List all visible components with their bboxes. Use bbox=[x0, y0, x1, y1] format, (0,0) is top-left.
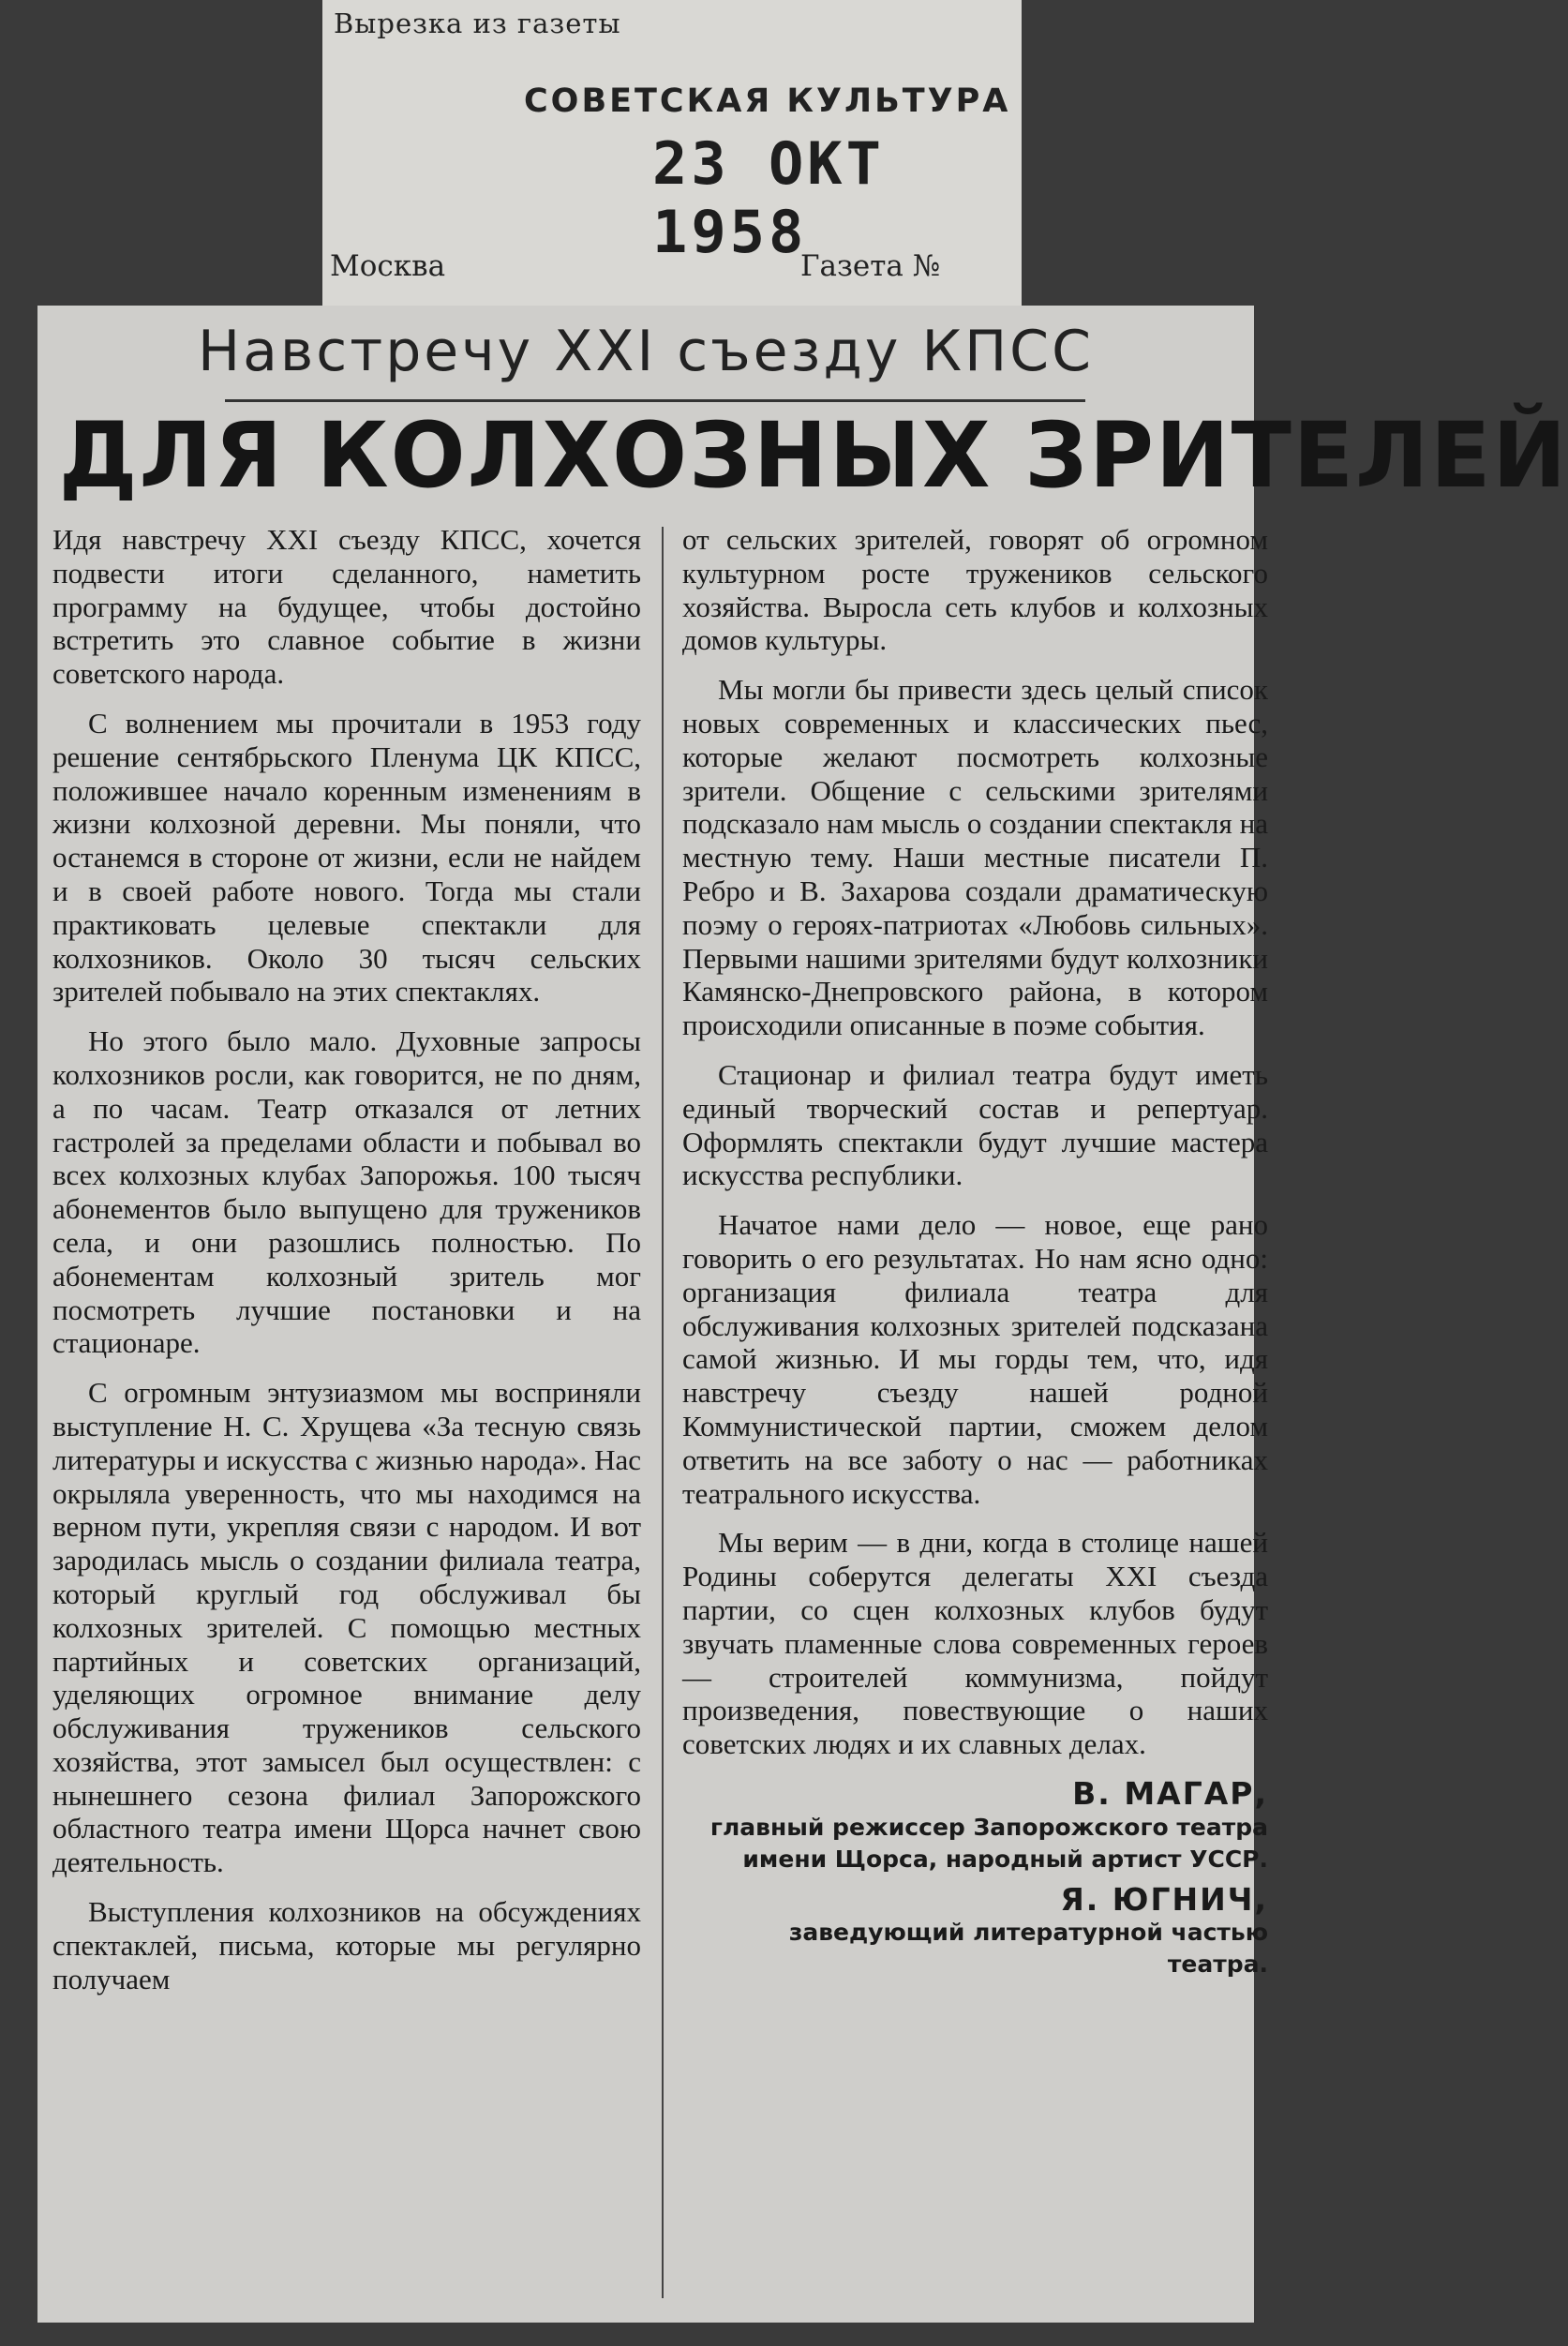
label-gazeta-number: Газета № bbox=[800, 249, 941, 283]
paragraph: С огромным энтузиазмом мы восприняли выступление Н. С. Хрущева «За тесную связь литературы и искусства с жизнью народа». Нас окрыляла уверенность, что мы находимся на верном пути, укрепляя связи с народом. И вот зародилась мысль о создании филиала театра, который круглый год обслуживал бы колхозных зрителей. С помощью местных партийных и советских организаций, уделяющих огромное внимание делу обслуживания тружеников сельского хозяйства, этот замысел был осуществлен: с нынешнего сезона филиал Запорожского областного театра имени Щорса начнет свою деятельность. bbox=[52, 1376, 641, 1879]
label-source: Вырезка из газеты bbox=[334, 7, 621, 39]
column-divider bbox=[662, 527, 664, 2298]
left-column bbox=[52, 523, 641, 2011]
paragraph: Но этого было мало. Духовные запросы колхозников росли, как говорится, не по дням, а по часам. Театр отказался от летних гастролей за пределами области и побывал во всех колхозных клубах Запорожья. 100 тысяч абонементов было выпущено для тружеников села, и они разошлись полностью. По абонементам колхозный зритель мог посмотреть лучшие постановки и на стационаре. bbox=[52, 1024, 641, 1360]
signature-magar bbox=[682, 1774, 1268, 1875]
paragraph: Стационар и филиал театра будут иметь единый творческий состав и репертуар. Оформлять спектакли будут лучшие мастера искусства республики. bbox=[682, 1057, 1268, 1192]
signature-role: главный режиссер Запорожского театра имени Щорса, народный артист УССР. bbox=[709, 1813, 1268, 1873]
article-headline: ДЛЯ КОЛХОЗНЫХ ЗРИТЕЛЕЙ bbox=[58, 403, 1568, 508]
paragraph: Идя навстречу XXI съезду КПСС, хочется подвести итоги сделанного, наметить программу на будущее, чтобы достойно встретить это славное событие в жизни советского народа. bbox=[52, 523, 641, 691]
right-column bbox=[682, 523, 1268, 1980]
kicker-rule bbox=[225, 399, 1085, 402]
signature-name: В. МАГАР, bbox=[1072, 1774, 1268, 1812]
label-city: Москва bbox=[330, 249, 446, 283]
article-kicker: Навстречу XXI съезду КПСС bbox=[198, 319, 1094, 384]
paragraph: Выступления колхозников на обсуждениях спектаклей, письма, которые мы регулярно получаем bbox=[52, 1895, 641, 1995]
signature-role: заведующий литературной частью театра. bbox=[788, 1919, 1268, 1979]
paragraph: Мы верим — в дни, когда в столице нашей Родины соберутся делегаты XXI съезда партии, со сцен колхозных клубов будут звучать пламенные слова современных героев — строителей коммунизма, пойдут произведения, повествующие о наших советских людях и их славных делах. bbox=[682, 1526, 1268, 1761]
clipping-label-slip bbox=[322, 0, 1022, 309]
newspaper-clipping bbox=[37, 306, 1568, 2323]
label-date-stamp: 23 ОКТ 1958 bbox=[652, 129, 885, 266]
paragraph: Начатое нами дело — новое, еще рано говорить о его результатах. Но нам ясно одно: организация филиала театра для обслуживания колхозных зрителей подсказана самой жизнью. И мы горды тем, что, идя навстречу съезду нашей родной Коммунистической партии, сможем делом ответить на все заботу о нас — работниках театрального искусства. bbox=[682, 1208, 1268, 1510]
paragraph: Мы могли бы привести здесь целый список новых современных и классических пьес, которые желают посмотреть колхозные зрители. Общение с сельскими зрителями подсказало нам мысль о создании спектакля на местную тему. Наши местные писатели П. Ребро и В. Захарова создали драматическую поэму о героях-патриотах «Любовь сильных». Первыми нашими зрителями будут колхозники Камянско-Днепровского района, в котором происходили описанные в поэме события. bbox=[682, 673, 1268, 1042]
paragraph: от сельских зрителей, говорят об огромном культурном росте тружеников сельского хозяйства. Выросла сеть клубов и колхозных домов культуры. bbox=[682, 523, 1268, 657]
paragraph: С волнением мы прочитали в 1953 году решение сентябрьского Пленума ЦК КПСС, положившее начало коренным изменениям в жизни колхозной деревни. Мы поняли, что останемся в стороне от жизни, если не найдем и в своей работе нового. Тогда мы стали практиковать целевые спектакли для колхозников. Около 30 тысяч сельских зрителей побывало на этих спектаклях. bbox=[52, 706, 641, 1009]
signature-yugnich bbox=[682, 1880, 1268, 1981]
label-newspaper-name: СОВЕТСКАЯ КУЛЬТУРА bbox=[524, 82, 1011, 120]
signature-name: Я. ЮГНИЧ, bbox=[1060, 1880, 1268, 1918]
